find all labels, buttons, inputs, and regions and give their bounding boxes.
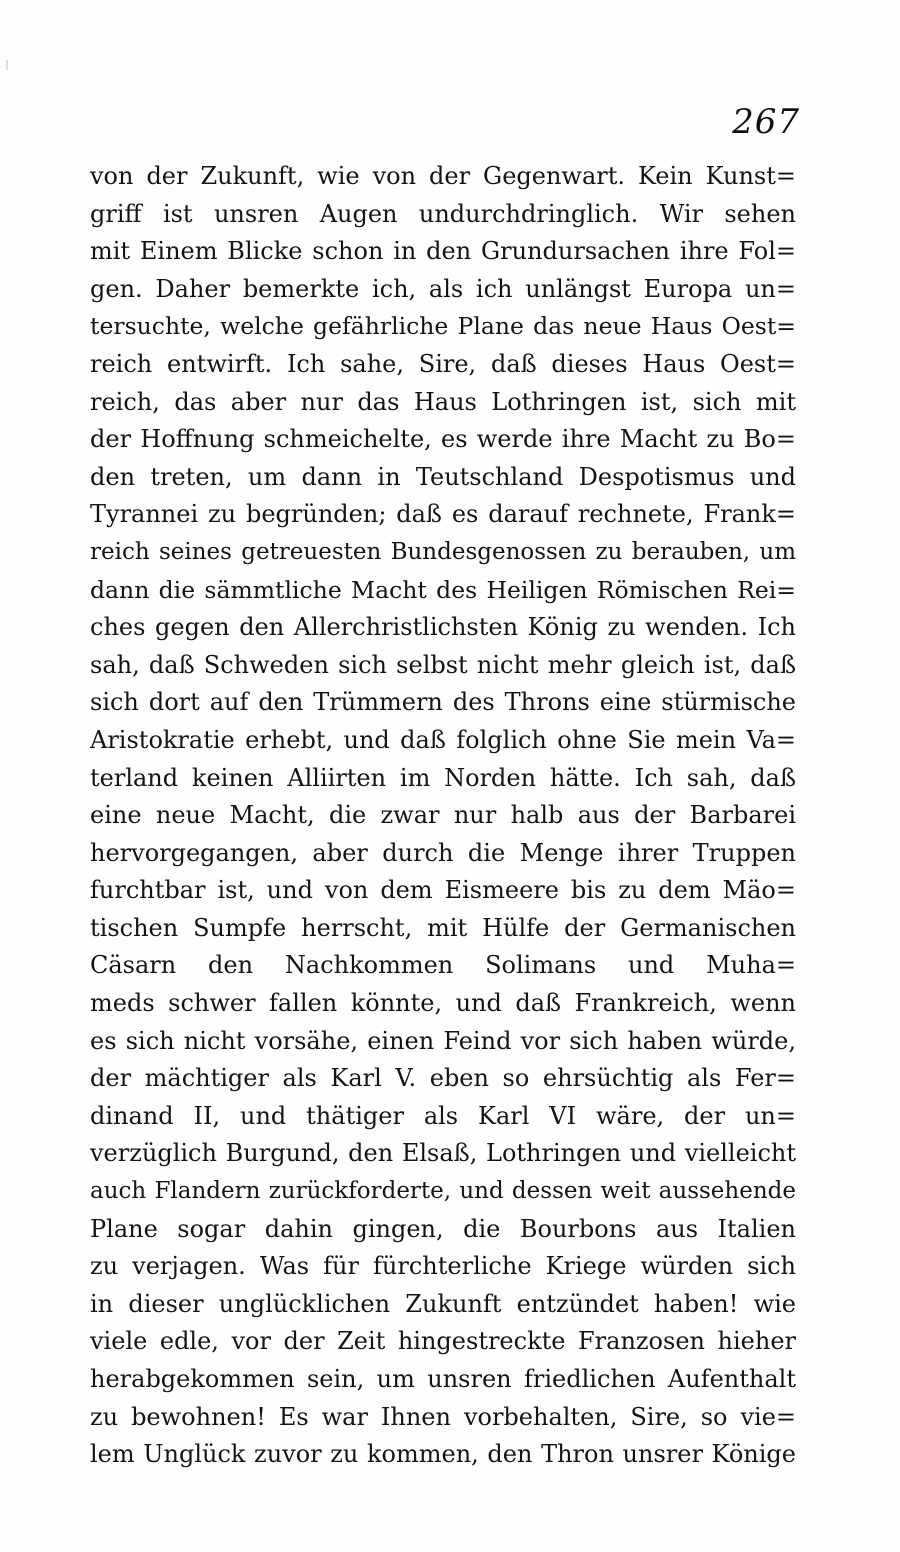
text-line: Tyrannei zu begründen; daß es darauf rechnete, Frank=: [90, 500, 796, 529]
text-line: zu verjagen. Was für fürchterliche Kriege würden sich: [90, 1252, 796, 1281]
text-line: der mächtiger als Karl V. eben so ehrsüchtig als Fer=: [90, 1064, 796, 1093]
text-line: meds schwer fallen könnte, und daß Frankreich, wenn: [90, 989, 796, 1018]
text-line: dann die sämmtliche Macht des Heiligen Römischen Rei=: [90, 575, 796, 604]
page-number: 267: [732, 102, 800, 142]
text-line: tischen Sumpfe herrscht, mit Hülfe der Germanischen: [90, 913, 796, 942]
text-line: herabgekommen sein, um unsren friedlichen Aufenthalt: [90, 1365, 796, 1393]
text-line: den treten, um dann in Teutschland Despotismus und: [90, 462, 796, 491]
text-line: der Hoffnung schmeichelte, es werde ihre Macht zu Bo=: [90, 425, 796, 454]
text-line: mit Einem Blicke schon in den Grundursachen ihre Fol=: [90, 237, 796, 266]
text-line: auch Flandern zurückforderte, und dessen weit aussehende: [90, 1178, 796, 1205]
text-line: eine neue Macht, die zwar nur halb aus der Barbarei: [90, 801, 796, 830]
text-line: ches gegen den Allerchristlichsten König zu wenden. Ich: [90, 613, 796, 642]
text-line: sich dort auf den Trümmern des Throns eine stürmische: [90, 688, 796, 717]
text-line: in dieser unglücklichen Zukunft entzündet haben! wie: [90, 1289, 796, 1318]
body-text: [90, 158, 796, 1474]
text-line: Aristokratie erhebt, und daß folglich ohne Sie mein Va=: [90, 725, 796, 754]
scan-artifact: [6, 60, 8, 70]
text-line: hervorgegangen, aber durch die Menge ihrer Truppen: [90, 838, 796, 867]
text-line: furchtbar ist, und von dem Eismeere bis zu dem Mäo=: [90, 876, 796, 905]
text-line: Cäsarn den Nachkommen Solimans und Muha=: [90, 951, 796, 980]
text-line: verzüglich Burgund, den Elsaß, Lothringen und vielleicht: [90, 1139, 796, 1168]
text-line: tersuchte, welche gefährliche Plane das neue Haus Oest=: [90, 312, 796, 341]
text-line: griff ist unsren Augen undurchdringlich. Wir sehen: [90, 199, 796, 228]
text-line: dinand II, und thätiger als Karl VI wäre, der un=: [90, 1101, 796, 1130]
text-line: sah, daß Schweden sich selbst nicht mehr gleich ist, daß: [90, 650, 796, 679]
text-line: von der Zukunft, wie von der Gegenwart. Kein Kunst=: [90, 162, 796, 190]
text-line: zu bewohnen! Es war Ihnen vorbehalten, Sire, so vie=: [90, 1402, 796, 1431]
text-line: terland keinen Alliirten im Norden hätte. Ich sah, daß: [90, 763, 796, 792]
text-line: reich, das aber nur das Haus Lothringen ist, sich mit: [90, 387, 796, 416]
text-line: es sich nicht vorsähe, einen Feind vor sich haben würde,: [90, 1026, 796, 1055]
text-line: Plane sogar dahin gingen, die Bourbons aus Italien: [90, 1214, 796, 1243]
text-line: gen. Daher bemerkte ich, als ich unlängst Europa un=: [90, 274, 796, 303]
text-line: lem Unglück zuvor zu kommen, den Thron unsrer Könige: [90, 1440, 796, 1469]
text-line: reich entwirft. Ich sahe, Sire, daß dieses Haus Oest=: [90, 349, 796, 378]
text-line: viele edle, vor der Zeit hingestreckte Franzosen hieher: [90, 1327, 796, 1356]
text-line: reich seines getreuesten Bundesgenossen zu berauben, um: [90, 538, 796, 565]
